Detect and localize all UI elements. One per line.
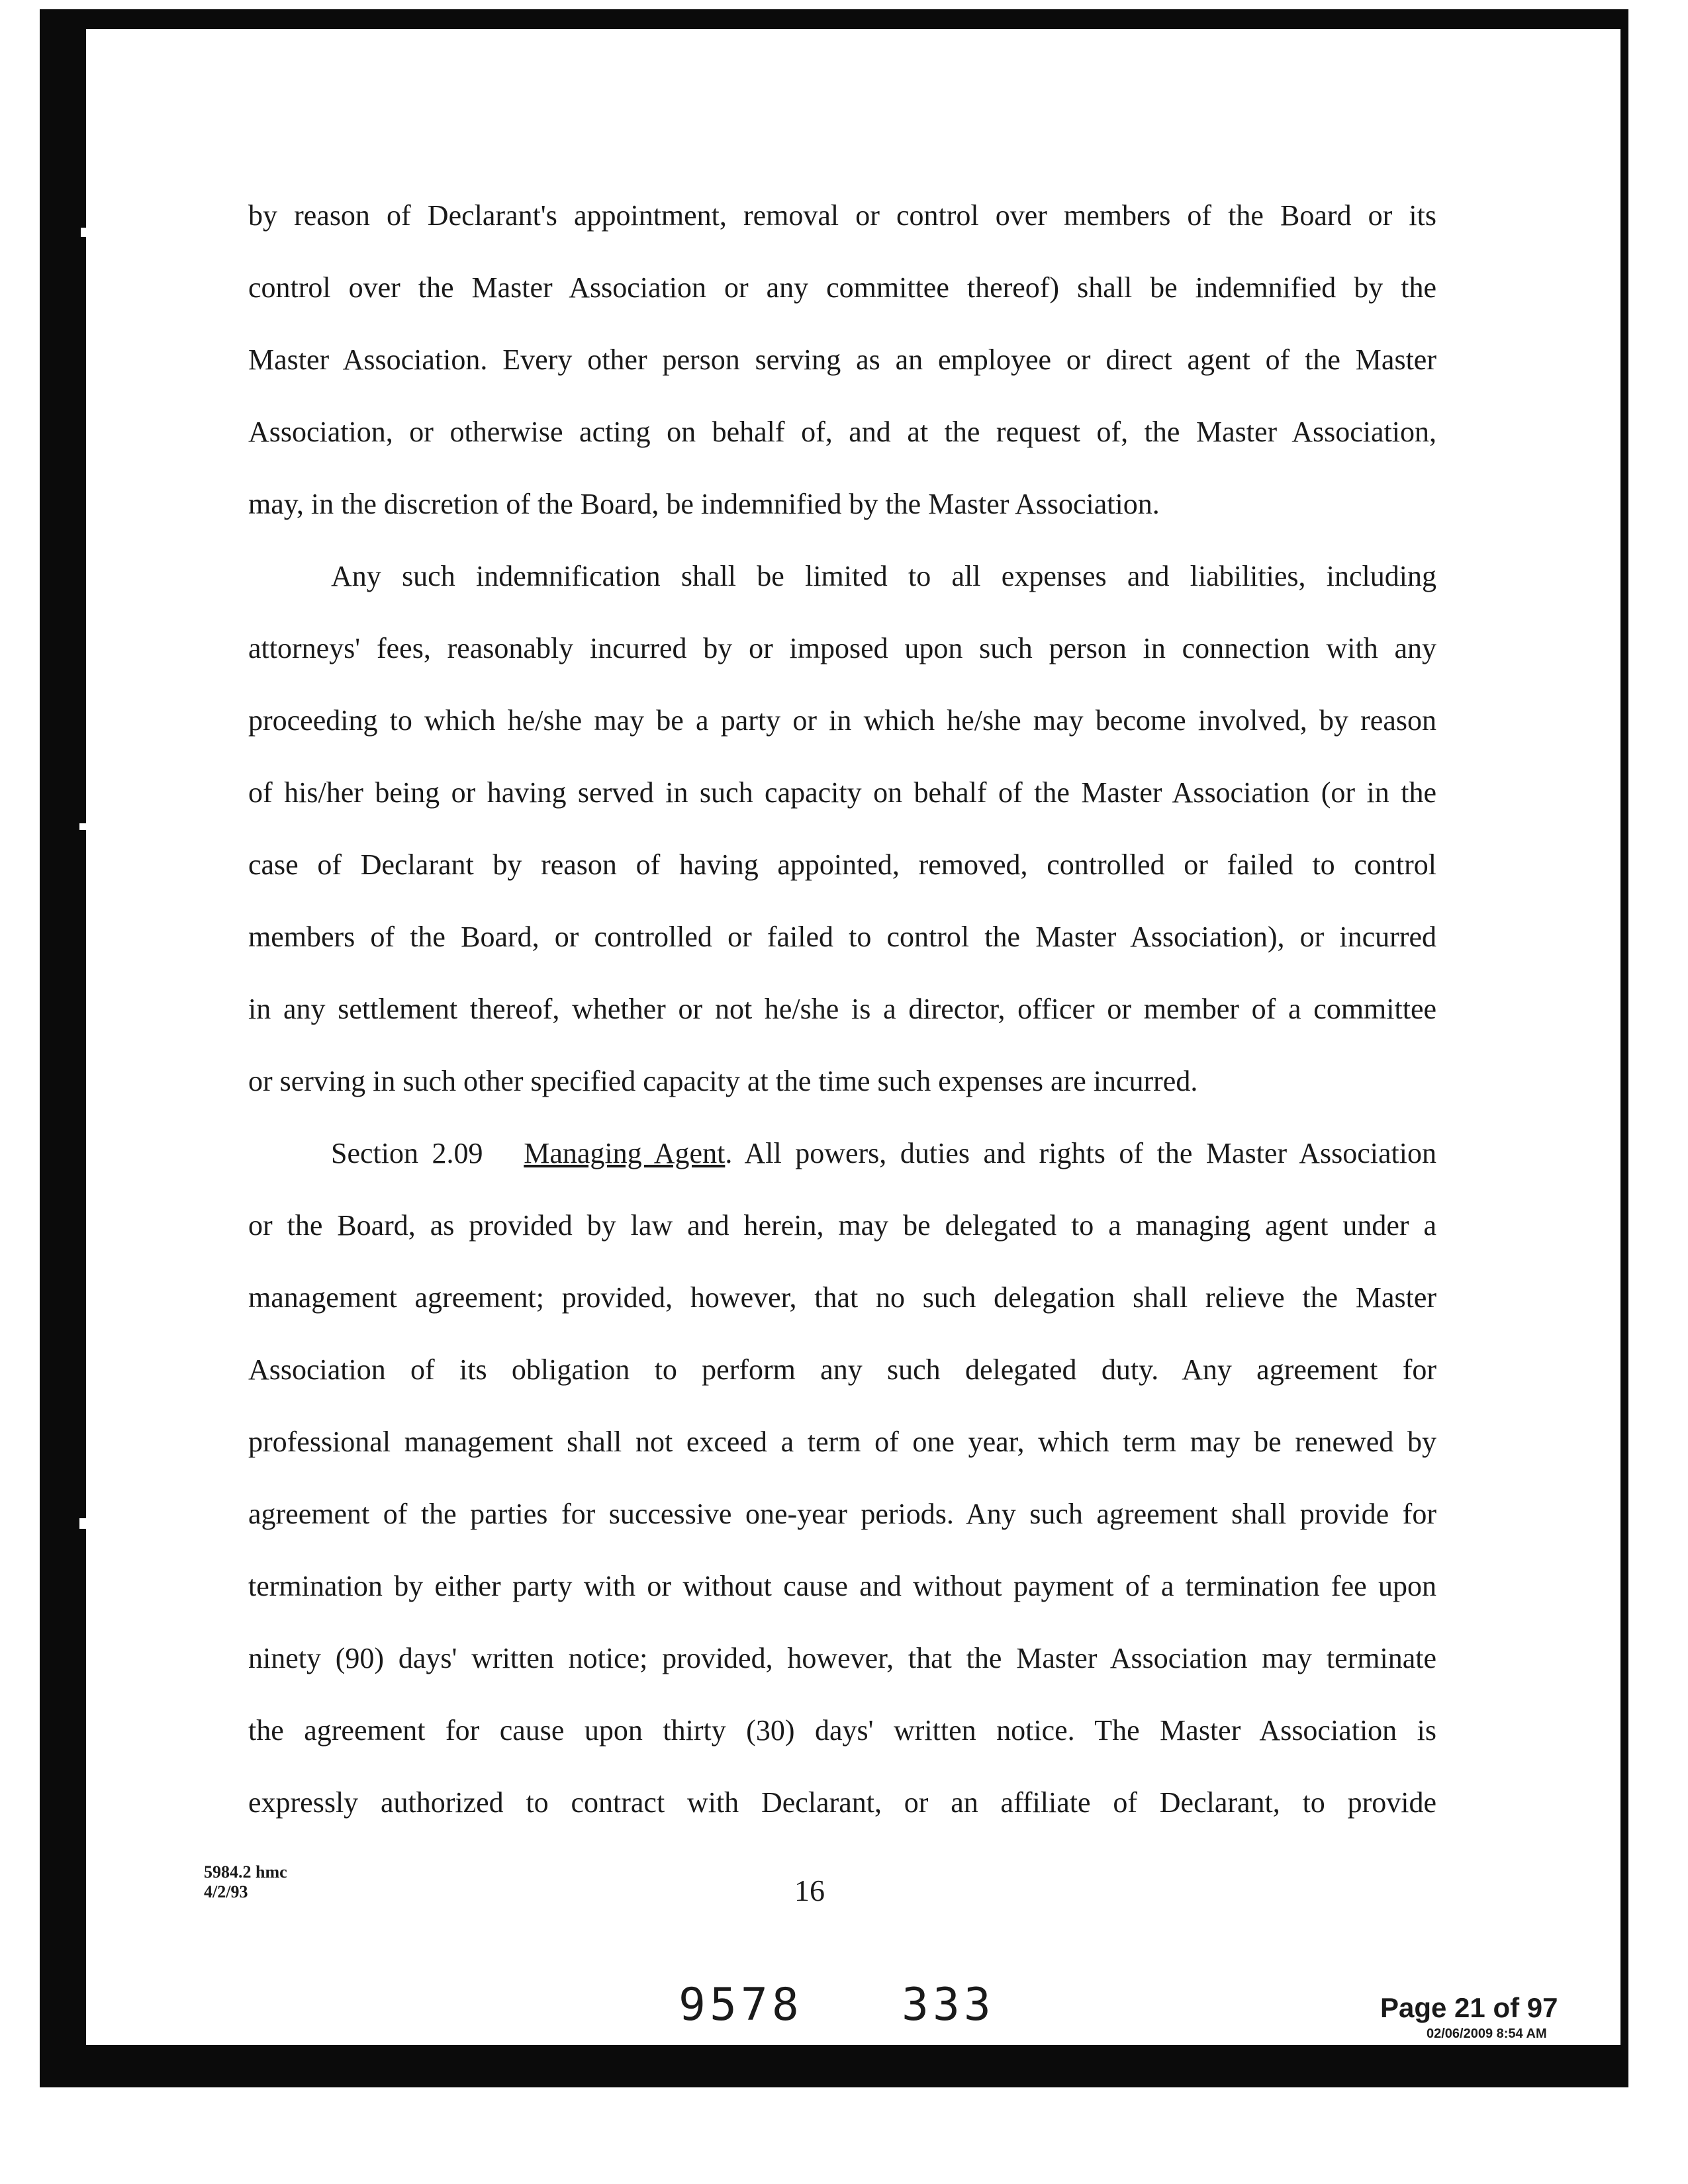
scan-artifact [79,1518,87,1529]
text-line: may, in the discretion of the Board, be indemnified by the Master Association. [248,488,1160,520]
text-line: control over the Master Association or any committee thereof) shall be indemnified by the [248,271,1436,304]
text-line: of his/her being or having served in such capacity on behalf of the Master Association (or in the [248,776,1436,809]
text-line: in any settlement thereof, whether or not he/she is a director, officer or member of a committee [248,993,1436,1025]
text-line: Master Association. Every other person serving as an employee or direct agent of the Master [248,343,1436,376]
text-line: the agreement for cause upon thirty (30) days' written notice. The Master Association is [248,1714,1436,1747]
text-line: or serving in such other specified capacity at the time such expenses are incurred. [248,1065,1198,1097]
section-heading-line [248,1134,1436,1206]
page-number: 16 [794,1874,825,1907]
book-number: 9578 [679,1979,803,2031]
text-line: professional management shall not exceed a term of one year, which term may be renewed by [248,1426,1436,1458]
section-number: Section 2.09 [331,1137,483,1169]
text-line: Association of its obligation to perform any such delegated duty. Any agreement for [248,1353,1436,1386]
scan-artifact [79,823,87,830]
section-title: Managing Agent [524,1137,726,1169]
text-line: management agreement; provided, however, that no such delegation shall relieve the Master [248,1281,1436,1314]
text-line: members of the Board, or controlled or failed to control the Master Association), or incurred [248,921,1436,953]
section-first-line: . All powers, duties and rights of the Master Association [725,1137,1437,1169]
text-line: attorneys' fees, reasonably incurred by or imposed upon such person in connection with any [248,632,1436,664]
timestamp: 02/06/2009 8:54 AM [1427,2026,1547,2041]
record-page-number: 333 [902,1979,995,2031]
document-code [204,1862,287,1902]
text-line: case of Declarant by reason of having appointed, removed, controlled or failed to control [248,848,1436,881]
document-date-line: 4/2/93 [204,1882,248,1901]
page-indicator: Page 21 of 97 [1380,1992,1558,2023]
text-line: expressly authorized to contract with Declarant, or an affiliate of Declarant, to provide [248,1786,1436,1819]
document-code-line: 5984.2 hmc [204,1862,287,1882]
text-line: or the Board, as provided by law and herein, may be delegated to a managing agent under a [248,1209,1436,1242]
text-line: termination by either party with or without cause and without payment of a termination fee upon [248,1570,1436,1602]
text-line: by reason of Declarant's appointment, removal or control over members of the Board or its [248,199,1436,232]
scan-artifact [81,228,87,237]
text-line: Any such indemnification shall be limited to all expenses and liabilities, including [331,560,1436,592]
text-line: ninety (90) days' written notice; provided, however, that the Master Association may terminate [248,1642,1436,1674]
body-text [248,196,1436,1855]
text-line: Association, or otherwise acting on behalf of, and at the request of, the Master Association, [248,416,1436,448]
text-line: agreement of the parties for successive one-year periods. Any such agreement shall provide for [248,1498,1436,1530]
text-line: proceeding to which he/she may be a party or in which he/she may become involved, by reason [248,704,1436,737]
